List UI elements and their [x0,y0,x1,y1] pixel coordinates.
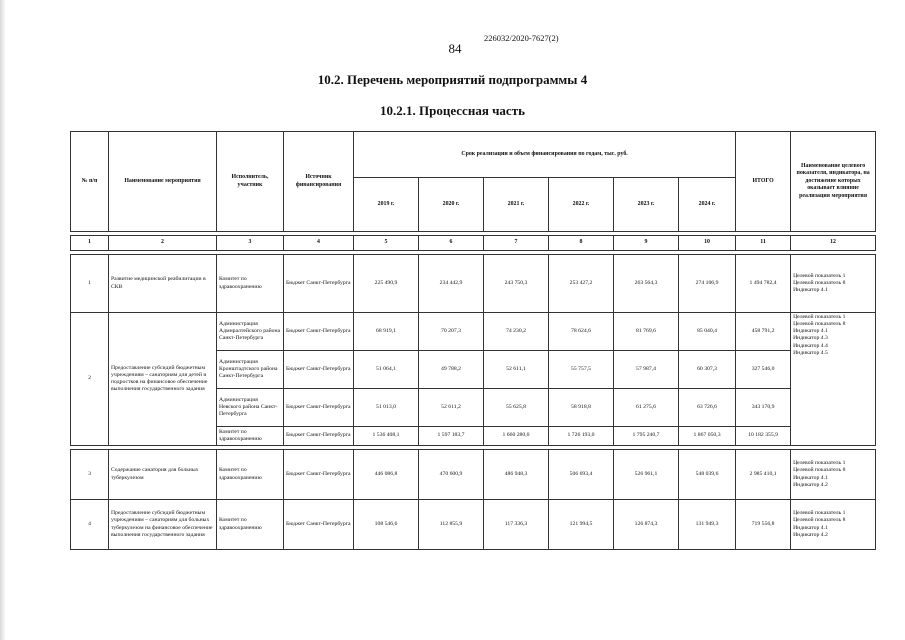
total-amount: 719 556,8 [736,500,791,550]
activity-name: Предоставление субсидий бюджетным учреждениям – санаториям для больных туберкулезом на финансовое обеспечение выполнения государственного задания [109,500,217,550]
year-amount: 506 693,4 [549,450,614,500]
total-amount: 10 182 355,9 [736,427,791,446]
year-amount: 117 336,3 [484,500,549,550]
row-number: 1 [71,255,109,313]
document-registration-code: 226032/2020-7627(2) [484,33,559,43]
funding-source: Бюджет Санкт-Петербурга [284,389,354,427]
activity-name: Содержание санатория для больных туберкулезом [109,450,217,500]
year-amount: 1 597 183,7 [419,427,484,446]
year-amount: 74 230,2 [484,313,549,351]
funding-source: Бюджет Санкт-Петербурга [284,255,354,313]
header-year: 2019 г. [354,178,419,232]
year-amount: 78 624,6 [549,313,614,351]
year-amount: 85 040,4 [679,313,736,351]
table-row [71,450,876,500]
header-executor: Исполнитель, участник [217,132,284,232]
executor: Администрация Адмиралтейского района Санкт-Петербурга [217,313,284,351]
scan-edge-shadow [0,0,6,640]
indicators-list [791,450,876,500]
column-numbers-row [71,236,876,251]
indicator-item: Индикатор 4.1 [793,287,828,294]
indicator-item: Индикатор 4.4 [793,342,828,349]
table-row [71,500,876,550]
column-number: 8 [549,236,614,251]
column-number: 12 [791,236,876,251]
total-amount: 1 494 782,4 [736,255,791,313]
executor: Комитет по здравоохранению [217,255,284,313]
executor: Комитет по здравоохранению [217,450,284,500]
activities-table [70,131,876,550]
header-year: 2022 г. [549,178,614,232]
year-amount: 121 994,5 [549,500,614,550]
year-amount: 1 660 280,0 [484,427,549,446]
year-amount: 52 611,1 [484,351,549,389]
funding-source: Бюджет Санкт-Петербурга [284,427,354,446]
indicators-list [791,313,876,446]
page-number: 84 [448,41,462,56]
year-amount: 470 600,9 [419,450,484,500]
table-header-row [71,132,876,178]
header-funding-period: Срок реализации и объем финансирования по годам, тыс. руб. [354,132,736,178]
year-amount: 63 726,6 [679,389,736,427]
column-number: 7 [484,236,549,251]
executor: Администрация Кронштадтского района Санкт-Петербурга [217,351,284,389]
year-amount: 446 086,8 [354,450,419,500]
table-row [71,255,876,313]
year-amount: 51 064,1 [354,351,419,389]
indicator-item: Целевой показатель 8 [793,279,846,286]
year-amount: 234 442,9 [419,255,484,313]
year-amount: 49 788,2 [419,351,484,389]
year-amount: 225 490,9 [354,255,419,313]
year-amount: 126 874,3 [614,500,679,550]
year-amount: 55 757,5 [549,351,614,389]
row-number: 4 [71,500,109,550]
column-number: 11 [736,236,791,251]
header-indicators: Наименование целевого показателя, индикатора, на достижение которых оказывает влияние реализация мероприятия [791,132,876,232]
year-amount: 55 625,8 [484,389,549,427]
indicator-item: Целевой показатель 1 [793,272,846,279]
column-number: 4 [284,236,354,251]
header-year: 2024 г. [679,178,736,232]
section-title: 10.2. Перечень мероприятий подпрограммы 4 [317,72,588,87]
indicator-item: Целевой показатель 8 [793,517,846,524]
year-amount: 51 013,0 [354,389,419,427]
indicator-item: Индикатор 4.5 [793,349,828,356]
executor: Комитет по здравоохранению [217,427,284,446]
year-amount: 1 795 240,7 [614,427,679,446]
header-funding-source: Источник финансирования [284,132,354,232]
year-amount: 274 106,9 [679,255,736,313]
indicator-item: Целевой показатель 1 [793,314,846,320]
indicator-item: Индикатор 4.1 [793,474,828,481]
row-number: 3 [71,450,109,500]
indicator-item: Целевой показатель 8 [793,467,846,474]
header-year: 2020 г. [419,178,484,232]
year-amount: 243 750,3 [484,255,549,313]
executor: Администрация Невского района Санкт-Петербурга [217,389,284,427]
year-amount: 263 564,3 [614,255,679,313]
column-number: 5 [354,236,419,251]
header-year: 2023 г. [614,178,679,232]
year-amount: 112 855,9 [419,500,484,550]
row-number: 2 [71,313,109,446]
column-number: 9 [614,236,679,251]
executor: Комитет по здравоохранению [217,500,284,550]
subsection-title: 10.2.1. Процессная часть [380,103,525,118]
header-num: № п/п [71,132,109,232]
table-row [71,313,876,351]
indicator-item: Индикатор 4.3 [793,335,828,342]
activity-name: Развитие медицинской реабилитации в СКВ [109,255,217,313]
indicator-item: Целевой показатель 1 [793,510,846,517]
year-amount: 60 307,3 [679,351,736,389]
indicators-list [791,255,876,313]
year-amount: 68 919,1 [354,313,419,351]
year-amount: 58 918,8 [549,389,614,427]
header-activity-name: Наименование мероприятия [109,132,217,232]
column-number: 3 [217,236,284,251]
column-number: 1 [71,236,109,251]
year-amount: 70 207,3 [419,313,484,351]
year-amount: 1 726 193,0 [549,427,614,446]
year-amount: 486 948,3 [484,450,549,500]
total-amount: 343 170,9 [736,389,791,427]
funding-source: Бюджет Санкт-Петербурга [284,313,354,351]
indicators-list [791,500,876,550]
funding-source: Бюджет Санкт-Петербурга [284,500,354,550]
year-amount: 1 536 408,1 [354,427,419,446]
year-amount: 61 275,6 [614,389,679,427]
column-number: 2 [109,236,217,251]
activity-name: Предоставление субсидий бюджетным учреждениям – санаториям для детей и подростков на финансовое обеспечение выполнения государственного задания [109,313,217,446]
year-amount: 57 987,4 [614,351,679,389]
indicator-item: Индикатор 4.2 [793,531,828,538]
indicator-item: Индикатор 4.1 [793,328,828,335]
column-number: 10 [679,236,736,251]
total-amount: 327 546,0 [736,351,791,389]
indicator-item: Целевой показатель 8 [793,321,846,328]
total-amount: 458 791,2 [736,313,791,351]
indicator-item: Индикатор 4.1 [793,524,828,531]
indicator-item: Индикатор 4.2 [793,481,828,488]
year-amount: 131 949,3 [679,500,736,550]
column-number: 6 [419,236,484,251]
year-amount: 253 427,2 [549,255,614,313]
year-amount: 52 611,2 [419,389,484,427]
total-amount: 2 985 410,1 [736,450,791,500]
indicator-item: Целевой показатель 1 [793,460,846,467]
year-amount: 548 039,6 [679,450,736,500]
year-amount: 1 867 050,3 [679,427,736,446]
funding-source: Бюджет Санкт-Петербурга [284,450,354,500]
header-year: 2021 г. [484,178,549,232]
year-amount: 81 769,6 [614,313,679,351]
year-amount: 108 546,6 [354,500,419,550]
header-total: ИТОГО [736,132,791,232]
funding-source: Бюджет Санкт-Петербурга [284,351,354,389]
year-amount: 526 961,1 [614,450,679,500]
